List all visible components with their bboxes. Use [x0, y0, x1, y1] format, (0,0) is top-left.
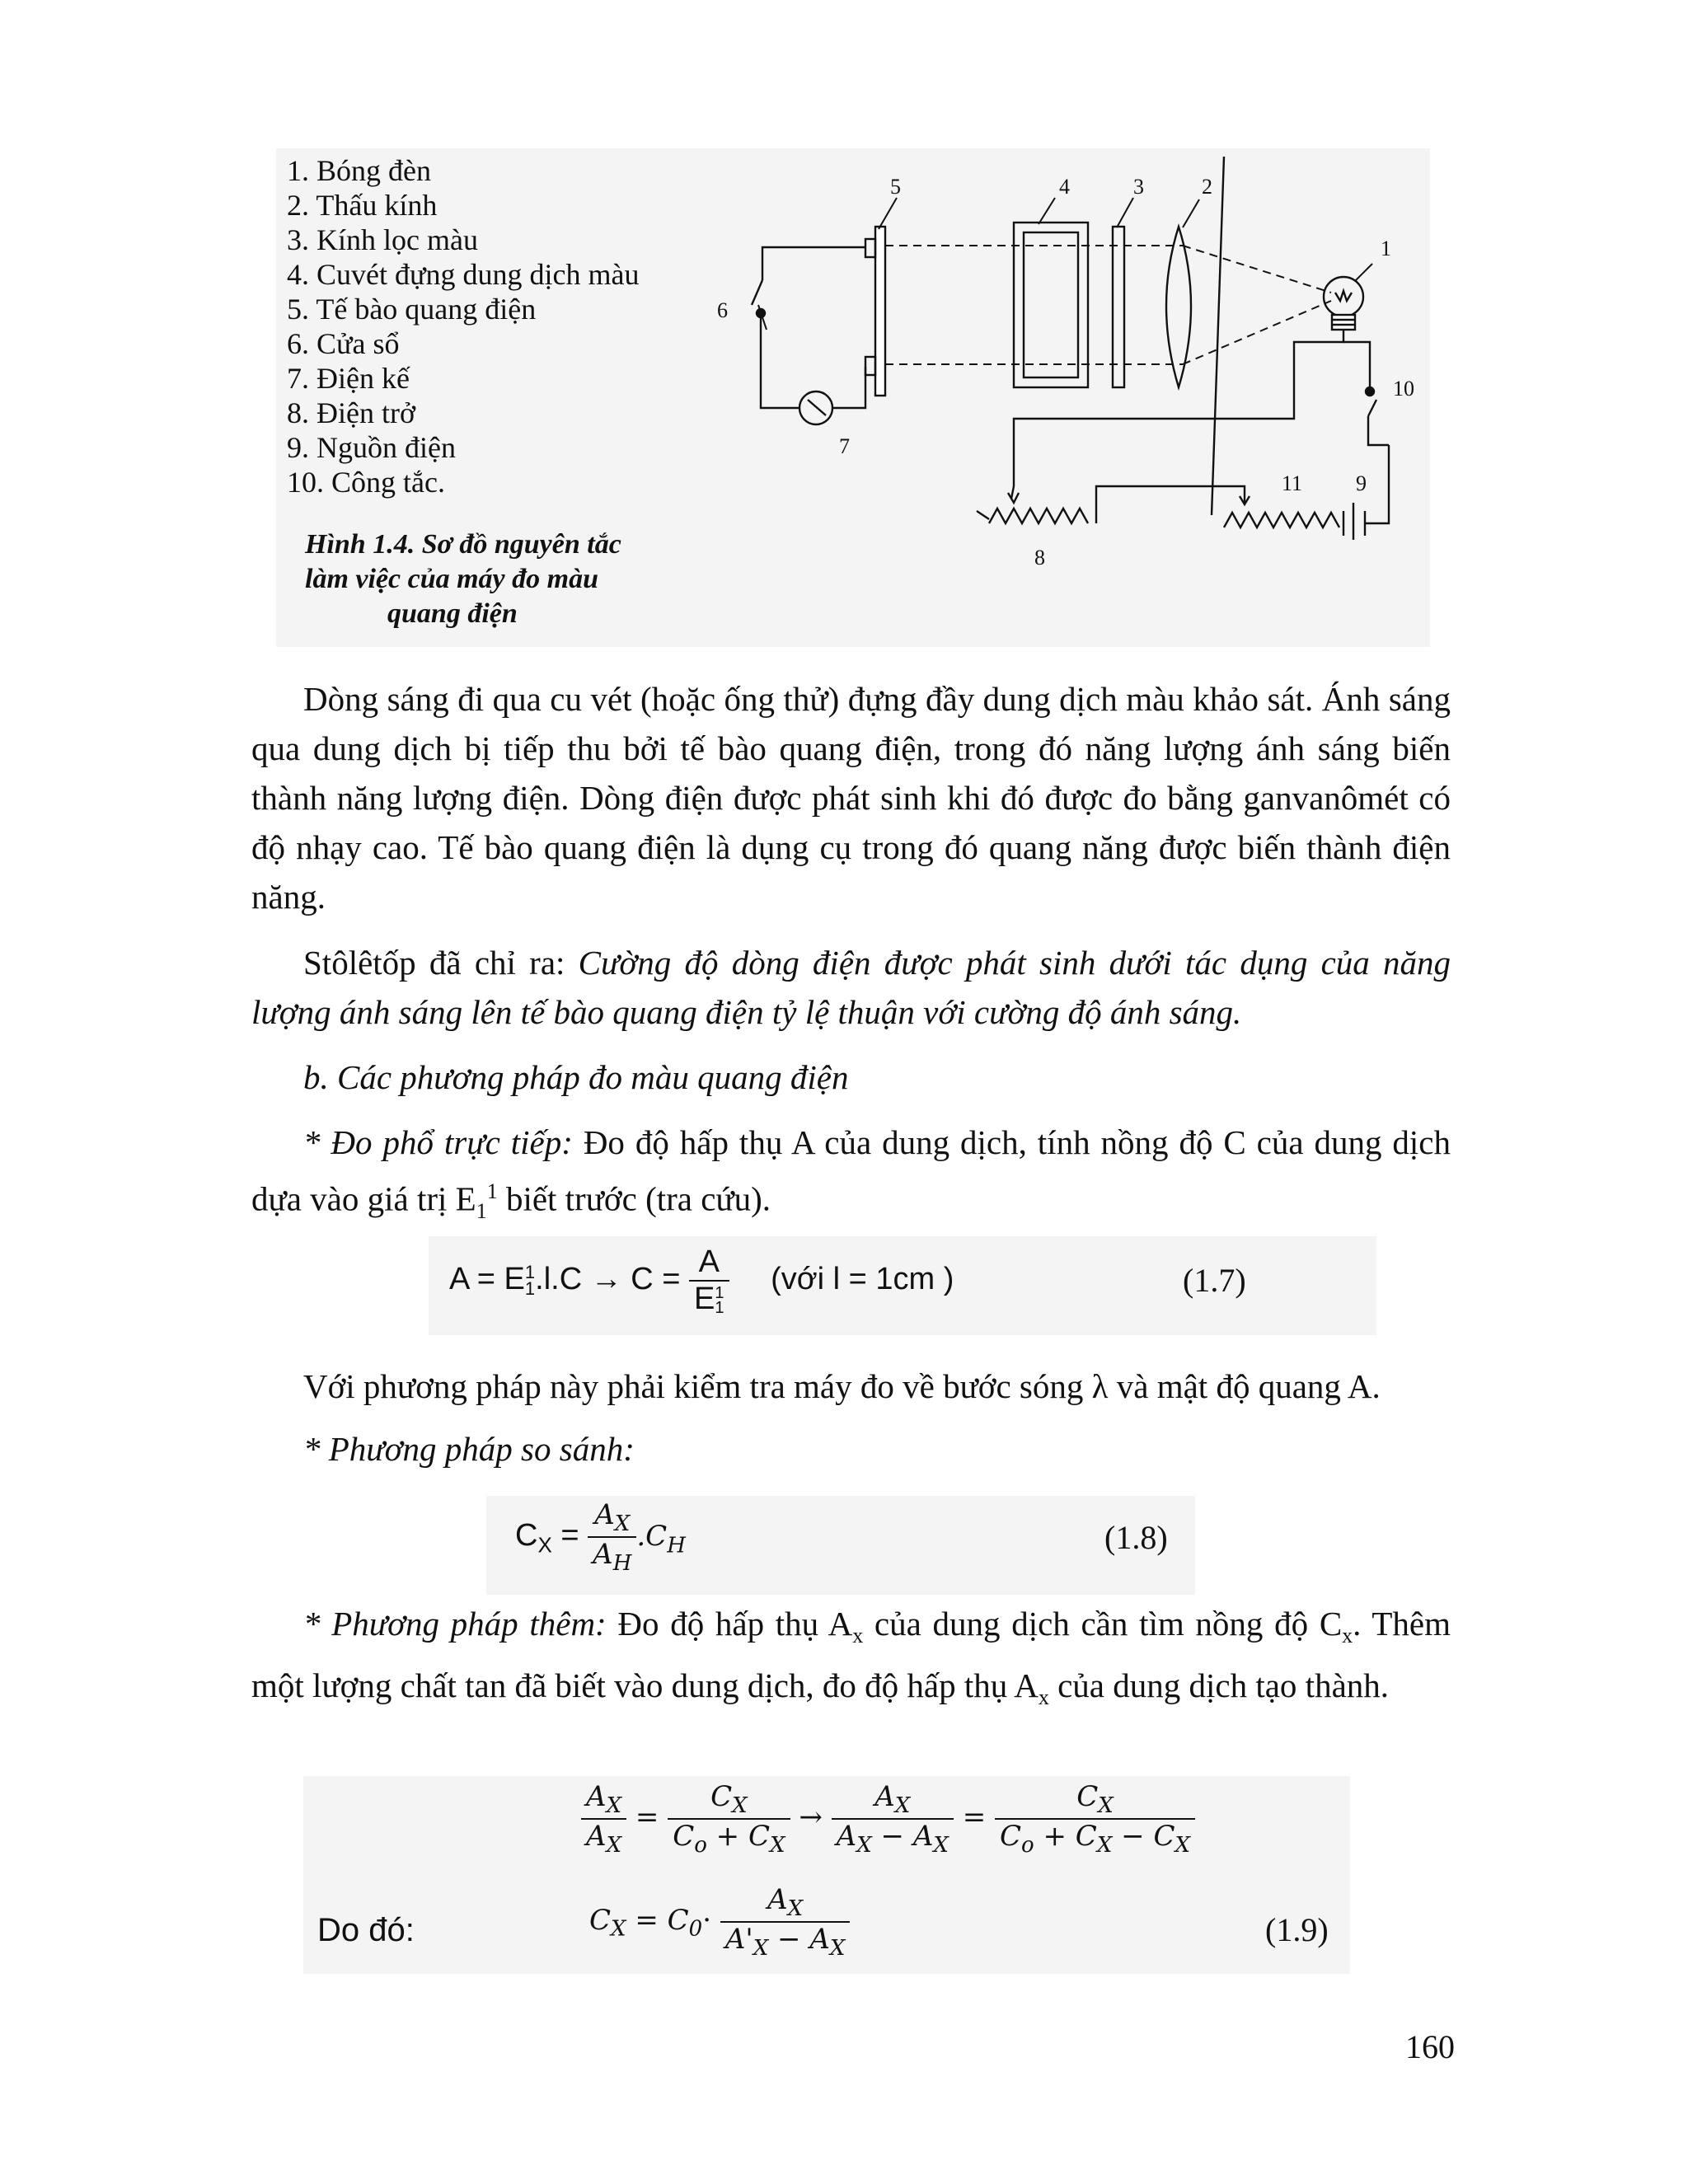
photocell-shape [865, 227, 885, 396]
subscript: o [694, 1832, 707, 1858]
paragraph-2-lead: Stôlêtốp đã chỉ ra: [303, 944, 579, 982]
eq17-condition: (với l = 1cm ) [771, 1262, 954, 1297]
caption-line: Hình 1.4. Sơ đồ nguyên tắc [305, 529, 621, 560]
eq19-lhs: C [589, 1903, 612, 1937]
numerator [720, 1883, 851, 1923]
num-base: A [586, 1780, 607, 1813]
diagram-label: 5 [890, 175, 901, 199]
equation-number: (1.7) [1183, 1262, 1246, 1299]
equation-1-9-row1 [581, 1780, 1195, 1858]
lens-shape [1166, 227, 1191, 387]
fraction [581, 1780, 626, 1858]
subscript: X [606, 1832, 622, 1858]
den-mid: − A [768, 1922, 830, 1956]
legend-item: 7. Điện kế [287, 362, 410, 395]
equation-number: (1.8) [1104, 1519, 1168, 1556]
subscript: X [1096, 1832, 1113, 1858]
diagram-label: 7 [839, 434, 850, 458]
subscript: X [1175, 1832, 1190, 1858]
denominator [668, 1820, 790, 1858]
galvanometer-circuit [752, 247, 865, 424]
den-base: A [593, 1537, 613, 1571]
subscript: X [611, 1916, 626, 1942]
denominator [689, 1282, 729, 1317]
compare-method-label: * Phương pháp so sánh: [303, 1430, 635, 1468]
caption-line: quang điện [387, 598, 518, 629]
subscript: x [1038, 1685, 1049, 1710]
den-base: A' [724, 1922, 753, 1956]
num-base: A [874, 1780, 895, 1813]
fraction [832, 1780, 954, 1858]
paragraph-2 [251, 938, 1451, 1037]
subscript: X [732, 1793, 748, 1818]
eq19-mid: = C [626, 1903, 689, 1937]
denominator [832, 1820, 954, 1858]
eq18-lhs: C [515, 1517, 538, 1553]
num-base: A [767, 1883, 788, 1916]
denominator [995, 1820, 1195, 1858]
denominator [720, 1923, 851, 1961]
legend-item: 9. Nguồn điện [287, 431, 456, 464]
subscript: X [770, 1832, 785, 1858]
numerator [995, 1780, 1195, 1820]
dot: · [702, 1903, 712, 1937]
direct-method-paragraph [251, 1118, 1451, 1236]
photocolorimeter-diagram [684, 157, 1426, 610]
numerator [832, 1780, 954, 1820]
lamp-circuit [977, 157, 1389, 540]
paragraph-1: Dòng sáng đi qua cu vét (hoặc ống thử) đựng đầy dung dịch màu khảo sát. Ánh sáng qua dung dịch bị tiếp thu bởi tế bào quang điện, trong đó năng lượng ánh sáng biến thành năng lượng điện. Dòng điện được phát sinh khi đó được đo bằng ganvanômét có độ nhạy cao. Tế bào quang điện là dụng cụ trong đó quang năng được biến thành điện năng. [251, 680, 1451, 916]
fraction [720, 1883, 851, 1961]
fraction [588, 1498, 636, 1576]
add-method-text: của dung dịch cần tìm nồng độ C [863, 1605, 1343, 1643]
den-base: C [1000, 1819, 1022, 1853]
legend-item: 2. Thấu kính [287, 189, 438, 222]
subscript: X [933, 1832, 949, 1858]
figure-legend [287, 153, 639, 499]
superscript: 1 [524, 1262, 536, 1282]
subscript: X [829, 1935, 846, 1961]
den-base: C [673, 1819, 695, 1853]
diagram-label: 11 [1282, 471, 1303, 495]
diagram-label: 1 [1381, 237, 1391, 260]
equals: = [635, 1800, 659, 1834]
subscript: X [606, 1793, 622, 1818]
equation-1-9-row2 [589, 1883, 850, 1961]
page-number: 160 [1405, 2028, 1455, 2065]
eq17-mid: .l.C → C = [535, 1262, 681, 1297]
legend-item: 3. Kính lọc màu [287, 223, 478, 256]
den-mid: − C [1112, 1819, 1175, 1853]
lamp-shape [1324, 277, 1363, 330]
diagram-label: 4 [1059, 175, 1070, 199]
eq17-left: A = E [449, 1262, 525, 1297]
subscript: X [856, 1832, 872, 1858]
num-base: C [1076, 1780, 1099, 1813]
do-do-label: Do đó: [317, 1912, 415, 1948]
subscript: X [787, 1896, 804, 1921]
direct-method-text: Đo độ hấp thụ A của dung dịch, tính nồng độ C của dung dịch dựa vào giá trị E [251, 1123, 1451, 1218]
subscript: H [612, 1550, 632, 1576]
arrow: → [799, 1800, 823, 1834]
subscript: X [614, 1511, 631, 1536]
cuvette-shape [1014, 223, 1088, 387]
subscript: 1 [524, 1278, 536, 1299]
paragraph-2-italic: Cường độ dòng điện được phát sinh dưới tác dụng của năng lượng ánh sáng lên tế bào quang điện tỷ lệ thuận với cường độ ánh sáng. [251, 944, 1451, 1031]
legend-item: 8. Điện trở [287, 396, 416, 429]
subscript: x [852, 1624, 864, 1648]
den-mid: − A [871, 1819, 934, 1853]
add-method-text: của dung dịch tạo thành. [1048, 1666, 1390, 1705]
fraction [995, 1780, 1195, 1858]
figure-caption [305, 527, 668, 631]
fraction [689, 1244, 729, 1317]
subscript: x [1342, 1624, 1353, 1648]
den-base: A [586, 1819, 607, 1853]
add-method-text: Đo độ hấp thụ A [606, 1605, 853, 1643]
diagram-label: 6 [717, 298, 728, 322]
den-mid: + C [706, 1819, 770, 1853]
diagram-label: 2 [1202, 175, 1212, 199]
denominator [588, 1538, 636, 1576]
filter-shape [1113, 227, 1124, 387]
equals: = [962, 1800, 987, 1834]
superscript: 1 [715, 1283, 724, 1302]
diagram-label: 8 [1034, 546, 1045, 569]
equals: = [560, 1517, 579, 1553]
leader-lines [758, 198, 1372, 330]
subscript: X [1098, 1793, 1114, 1818]
legend-item: 10. Công tắc. [287, 466, 445, 499]
legend-item: 5. Tế bào quang điện [287, 293, 537, 326]
section-heading-b: b. Các phương pháp đo màu quang điện [303, 1058, 849, 1096]
equation-1-7 [449, 1244, 954, 1317]
subscript: 1 [476, 1198, 487, 1223]
superscript: 1 [486, 1179, 498, 1203]
add-method-paragraph [251, 1599, 1451, 1722]
direct-method-text-end: biết trước (tra cứu). [497, 1179, 771, 1218]
subscript: X [894, 1793, 911, 1818]
legend-item: 1. Bóng đèn [287, 154, 431, 187]
paragraph-note: Với phương pháp này phải kiểm tra máy đo về bước sóng λ và mật độ quang A. [303, 1367, 1381, 1405]
direct-method-label: * Đo phổ trực tiếp: [303, 1123, 573, 1161]
equation-1-8 [515, 1498, 686, 1576]
subscript: X [537, 1532, 552, 1558]
diagram-label: 10 [1393, 377, 1414, 401]
den-base: E [694, 1282, 715, 1316]
legend-item: 4. Cuvét đựng dung dịch màu [287, 258, 640, 291]
numerator: A [689, 1244, 729, 1282]
den-base: A [836, 1819, 857, 1853]
equation-number: (1.9) [1265, 1911, 1329, 1948]
subscript: o [1021, 1832, 1034, 1858]
subscript: 0 [688, 1916, 703, 1942]
numerator [581, 1780, 626, 1820]
legend-item: 6. Cửa sổ [287, 327, 400, 360]
numerator [668, 1780, 790, 1820]
num-base: C [710, 1780, 733, 1813]
fraction [668, 1780, 790, 1858]
add-method-text: . Thêm một lượng chất tan đã biết vào dung dịch, đo độ hấp thụ A [251, 1605, 1451, 1705]
diagram-label: 3 [1133, 175, 1144, 199]
light-beam [885, 246, 1331, 364]
add-method-label: * Phương pháp thêm: [303, 1605, 607, 1643]
numerator [588, 1498, 636, 1538]
den-mid: + C [1034, 1819, 1097, 1853]
subscript: X [753, 1935, 769, 1961]
denominator [581, 1820, 626, 1858]
diagram-label: 9 [1356, 471, 1367, 495]
subscript: 1 [715, 1298, 724, 1317]
num-base: A [594, 1498, 615, 1531]
eq18-tail: .C [636, 1519, 668, 1553]
caption-line: làm việc của máy đo màu [305, 564, 599, 594]
subscript: H [667, 1533, 686, 1558]
